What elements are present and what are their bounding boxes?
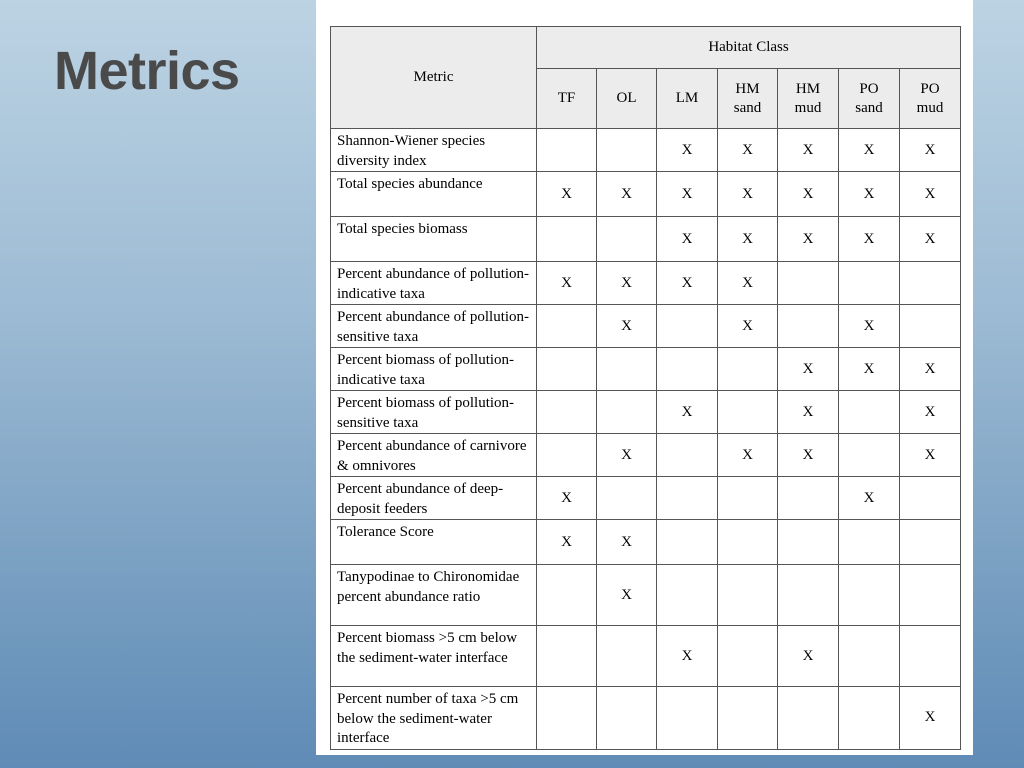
- mark-cell: X: [778, 434, 839, 477]
- mark-cell: [597, 626, 657, 687]
- metric-name: Percent number of taxa >5 cm below the sediment-water interface: [331, 687, 537, 750]
- mark-cell: [900, 477, 961, 520]
- mark-cell: X: [718, 305, 778, 348]
- mark-cell: [657, 565, 718, 626]
- mark-cell: X: [900, 217, 961, 262]
- mark-cell: X: [718, 434, 778, 477]
- metric-name: Percent abundance of pollution-indicative taxa: [331, 262, 537, 305]
- mark-cell: [778, 687, 839, 750]
- mark-cell: [657, 687, 718, 750]
- mark-cell: [839, 520, 900, 565]
- mark-cell: [778, 305, 839, 348]
- mark-cell: [718, 520, 778, 565]
- table-row: [331, 262, 961, 305]
- column-header: PO mud: [900, 69, 961, 129]
- mark-cell: X: [778, 348, 839, 391]
- mark-cell: [537, 391, 597, 434]
- mark-cell: [657, 305, 718, 348]
- mark-cell: X: [597, 305, 657, 348]
- mark-cell: X: [537, 262, 597, 305]
- table-row: [331, 520, 961, 565]
- mark-cell: X: [778, 391, 839, 434]
- mark-cell: [537, 565, 597, 626]
- table-panel: [316, 0, 973, 755]
- table-row: [331, 626, 961, 687]
- table-row: [331, 348, 961, 391]
- mark-cell: [778, 565, 839, 626]
- mark-cell: [537, 687, 597, 750]
- slide-title: Metrics: [54, 41, 240, 101]
- mark-cell: X: [597, 172, 657, 217]
- mark-cell: [597, 129, 657, 172]
- mark-cell: [537, 626, 597, 687]
- mark-cell: X: [718, 262, 778, 305]
- column-header: PO sand: [839, 69, 900, 129]
- table-row: [331, 687, 961, 750]
- metrics-table: [330, 26, 961, 750]
- mark-cell: X: [597, 434, 657, 477]
- mark-cell: [597, 687, 657, 750]
- mark-cell: [537, 305, 597, 348]
- mark-cell: [537, 348, 597, 391]
- mark-cell: X: [718, 172, 778, 217]
- metric-name: Total species abundance: [331, 172, 537, 217]
- mark-cell: [839, 434, 900, 477]
- mark-cell: [839, 626, 900, 687]
- mark-cell: [718, 687, 778, 750]
- mark-cell: [900, 520, 961, 565]
- mark-cell: [597, 217, 657, 262]
- mark-cell: [657, 477, 718, 520]
- metric-name: Percent abundance of carnivore & omnivores: [331, 434, 537, 477]
- mark-cell: X: [900, 172, 961, 217]
- mark-cell: X: [900, 129, 961, 172]
- mark-cell: X: [718, 129, 778, 172]
- metric-column-header: Metric: [331, 27, 537, 129]
- metric-name: Shannon-Wiener species diversity index: [331, 129, 537, 172]
- mark-cell: [839, 391, 900, 434]
- mark-cell: [537, 217, 597, 262]
- mark-cell: [657, 520, 718, 565]
- mark-cell: X: [900, 434, 961, 477]
- mark-cell: [839, 262, 900, 305]
- mark-cell: X: [597, 565, 657, 626]
- metric-name: Percent abundance of pollution-sensitive taxa: [331, 305, 537, 348]
- mark-cell: [900, 262, 961, 305]
- mark-cell: X: [900, 687, 961, 750]
- mark-cell: [839, 565, 900, 626]
- mark-cell: X: [657, 391, 718, 434]
- mark-cell: [718, 348, 778, 391]
- mark-cell: [537, 434, 597, 477]
- mark-cell: [657, 348, 718, 391]
- metric-name: Percent biomass of pollution-indicative taxa: [331, 348, 537, 391]
- mark-cell: [597, 477, 657, 520]
- mark-cell: [657, 434, 718, 477]
- table-row: [331, 434, 961, 477]
- mark-cell: [597, 391, 657, 434]
- metric-name: Tolerance Score: [331, 520, 537, 565]
- mark-cell: [718, 565, 778, 626]
- mark-cell: X: [839, 477, 900, 520]
- metric-name: Tanypodinae to Chironomidae percent abundance ratio: [331, 565, 537, 626]
- mark-cell: X: [537, 477, 597, 520]
- mark-cell: X: [900, 348, 961, 391]
- mark-cell: X: [778, 626, 839, 687]
- mark-cell: X: [657, 262, 718, 305]
- column-header: HM mud: [778, 69, 839, 129]
- mark-cell: [718, 391, 778, 434]
- mark-cell: X: [778, 172, 839, 217]
- metric-name: Percent biomass of pollution-sensitive taxa: [331, 391, 537, 434]
- mark-cell: X: [597, 262, 657, 305]
- mark-cell: [597, 348, 657, 391]
- mark-cell: [718, 477, 778, 520]
- metric-name: Total species biomass: [331, 217, 537, 262]
- mark-cell: X: [537, 520, 597, 565]
- mark-cell: X: [839, 172, 900, 217]
- mark-cell: [537, 129, 597, 172]
- mark-cell: [778, 262, 839, 305]
- mark-cell: X: [657, 626, 718, 687]
- table-row: [331, 172, 961, 217]
- table-row: [331, 565, 961, 626]
- metric-name: Percent biomass >5 cm below the sediment-water interface: [331, 626, 537, 687]
- mark-cell: X: [537, 172, 597, 217]
- table-row: [331, 129, 961, 172]
- mark-cell: X: [900, 391, 961, 434]
- column-header: HM sand: [718, 69, 778, 129]
- column-header: LM: [657, 69, 718, 129]
- table-row: [331, 305, 961, 348]
- column-header: OL: [597, 69, 657, 129]
- mark-cell: X: [657, 217, 718, 262]
- mark-cell: X: [839, 129, 900, 172]
- mark-cell: [900, 305, 961, 348]
- table-row: [331, 477, 961, 520]
- mark-cell: [839, 687, 900, 750]
- metric-name: Percent abundance of deep-deposit feeders: [331, 477, 537, 520]
- mark-cell: [718, 626, 778, 687]
- mark-cell: X: [718, 217, 778, 262]
- mark-cell: X: [657, 172, 718, 217]
- mark-cell: X: [778, 129, 839, 172]
- mark-cell: X: [839, 217, 900, 262]
- mark-cell: X: [597, 520, 657, 565]
- column-header: TF: [537, 69, 597, 129]
- mark-cell: X: [657, 129, 718, 172]
- mark-cell: [900, 626, 961, 687]
- mark-cell: [900, 565, 961, 626]
- mark-cell: X: [839, 305, 900, 348]
- mark-cell: [778, 520, 839, 565]
- mark-cell: X: [778, 217, 839, 262]
- table-row: [331, 217, 961, 262]
- mark-cell: [778, 477, 839, 520]
- habitat-class-header: Habitat Class: [537, 27, 961, 69]
- mark-cell: X: [839, 348, 900, 391]
- table-row: [331, 391, 961, 434]
